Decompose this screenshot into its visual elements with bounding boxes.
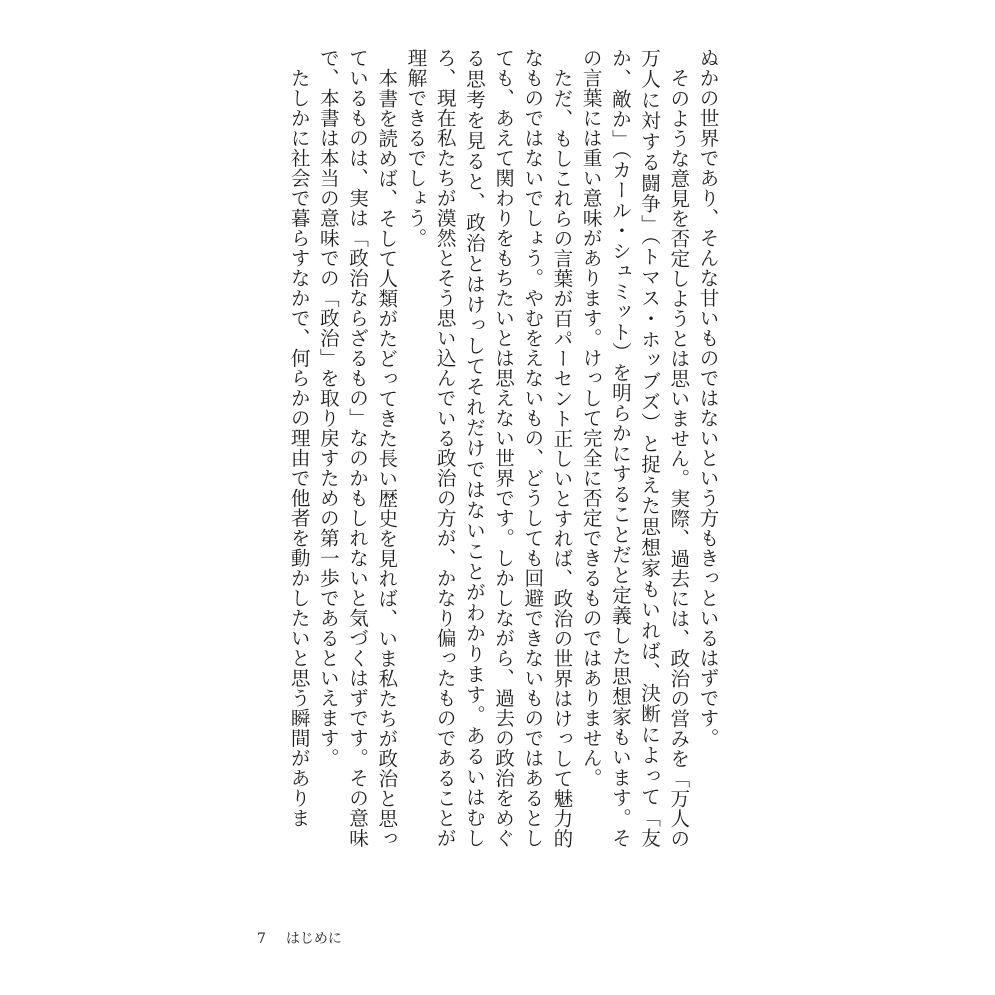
paragraph-2: そのような意見を否定しようとは思いません。実際、過去には、政治の営みを「万人の万人に対する闘争」（トマス・ホッブズ）と捉えた思想家もいれば、決断によって「友か、敵か」（カール・シュミット）を明らかにすることだと定義した思想家もいます。その言葉には重い意味があります。けっして完全に否定できるものではありません。 (579, 48, 690, 848)
running-section-title: はじめに (285, 931, 342, 947)
page-footer (257, 928, 342, 948)
paragraph-4: 本書を読めば、そして人類がたどってきた長い歴史を見れば、いま私たちが政治と思っているものは、実は「政治ならざるもの」なのかもしれないと気づくはずです。その意味で、本書は本当の意味での「政治」を取り戻すための第一歩であるといえます。 (316, 48, 398, 848)
vertical-body-text (262, 48, 722, 848)
paragraph-3: ただ、もしこれらの言葉が百パーセント正しいとすれば、政治の世界はけっして魅力的なものではないでしょう。やむをえないもの、どうしても回避できないものではあるとしても、あえて関わりをもちたいとは思えない世界です。しかしながら、過去の政治をめぐる思考を見ると、政治とはけっしてそれだけではないことがわかります。あるいはむしろ、現在私たちが漠然とそう思い込んでいる政治の方が、かなり偏ったものであることが理解できるでしょう。 (403, 48, 573, 848)
page-number: 7 (257, 931, 266, 947)
paragraph-1: ぬかの世界であり、そんな甘いものではないという方もきっといるはずです。 (696, 48, 719, 748)
paragraph-5: たしかに社会で暮らすなかで、何らかの理由で他者を動かしたいと思う瞬間がありま (287, 67, 311, 828)
